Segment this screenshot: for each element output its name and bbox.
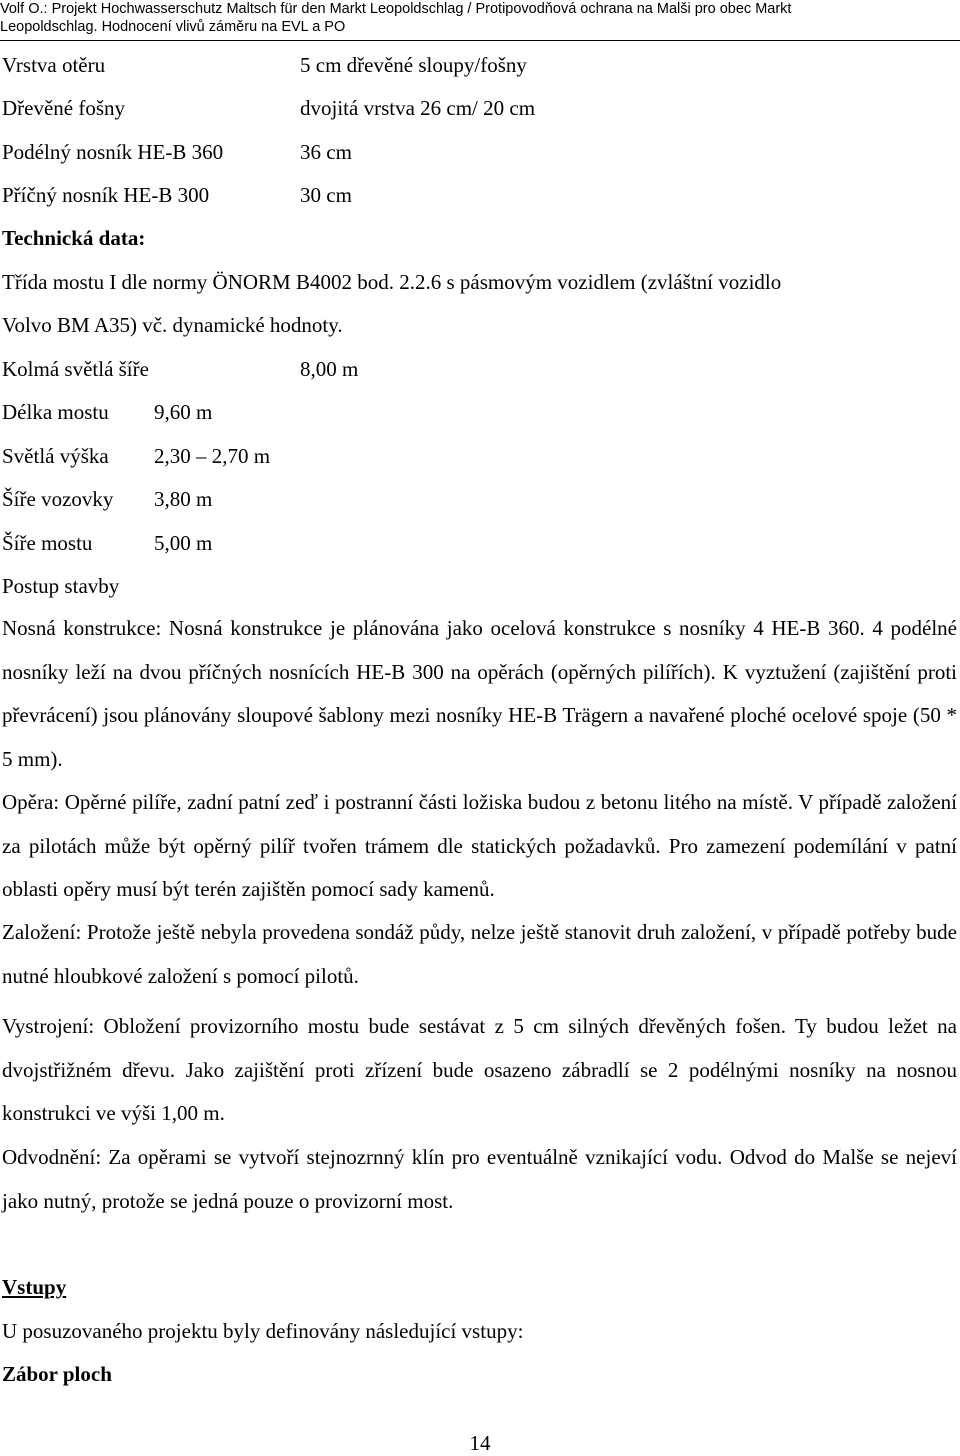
spec-value: 30 cm <box>300 183 352 207</box>
bridge-class-line: Volvo BM A35) vč. dynamické hodnoty. <box>2 313 343 337</box>
page-number: 14 <box>469 1431 491 1455</box>
spec-value: 5 cm dřevěné sloupy/fošny <box>300 53 527 77</box>
dim-label: Šíře mostu <box>2 531 93 555</box>
paragraph-zalozeni: Založení: Protože ještě nebyla provedena sondáž půdy, nelze ještě stanovit druh založení, v případě potřeby bude nutné hloubkové založení s pomocí pilotů. <box>2 920 957 988</box>
dim-value: 2,30 – 2,70 m <box>154 444 271 468</box>
paragraph-vystrojeni: Vystrojení: Obložení provizorního mostu bude sestávat z 5 cm silných dřevěných fošen. Ty budou ležet na dvojstřižném dřevu. Jako zajištění proti zřízení bude osazeno zábradlí se 2 podélnými nosníky na nosnou konstrukci ve výši 1,00 m. <box>2 1014 957 1125</box>
dim-value: 3,80 m <box>154 487 213 511</box>
spec-label: Podélný nosník HE-B 360 <box>2 140 224 164</box>
spec-value: 36 cm <box>300 140 352 164</box>
vstupy-text: U posuzovaného projektu byly definovány následující vstupy: <box>2 1319 524 1343</box>
dim-value: 5,00 m <box>154 531 213 555</box>
section-heading-vstupy: Vstupy <box>2 1275 67 1299</box>
paragraph-opera: Opěra: Opěrné pilíře, zadní patní zeď i postranní části ložiska budou z betonu litého na místě. V případě založení za pilotách může být opěrný pilíř tvořen trámem dle statických požadavků. Pro zamezení podemílání v patní oblasti opěry musí být terén zajištěn pomocí sady kamenů. <box>2 790 957 901</box>
header-line-2: Leopoldschlag. Hodnocení vlivů záměru na EVL a PO <box>0 19 346 35</box>
dim-label: Délka mostu <box>2 400 109 424</box>
postup-heading: Postup stavby <box>2 574 120 598</box>
bridge-class-line: Třída mostu I dle normy ÖNORM B4002 bod. 2.2.6 s pásmovým vozidlem (zvláštní vozidlo <box>2 270 782 294</box>
spec-label: Vrstva otěru <box>2 53 106 77</box>
page-header <box>0 0 960 41</box>
technical-data-heading: Technická data: <box>2 226 146 250</box>
spec-label: Příčný nosník HE-B 300 <box>2 183 210 207</box>
dim-label: Kolmá světlá šíře <box>2 357 149 381</box>
dim-value: 9,60 m <box>154 400 213 424</box>
dim-value: 8,00 m <box>300 357 359 381</box>
spec-label: Dřevěné fošny <box>2 96 126 120</box>
dim-label: Světlá výška <box>2 444 109 468</box>
paragraph-odvodneni: Odvodnění: Za opěrami se vytvoří stejnozrnný klín pro eventuálně vznikající vodu. Odvod do Malše se nejeví jako nutný, protože se jedná pouze o provizorní most. <box>2 1145 957 1213</box>
paragraph-nosna-konstrukce: Nosná konstrukce: Nosná konstrukce je plánována jako ocelová konstrukce s nosníky 4 HE-B 360. 4 podélné nosníky leží na dvou příčných nosnících HE-B 300 na opěrách (opěrných pilířích). K vyztužení (zajištění proti převrácení) jsou plánovány sloupové šablony mezi nosníky HE-B Trägern a navařené ploché ocelové spoje (50 * 5 mm). <box>2 616 957 771</box>
dim-label: Šíře vozovky <box>2 487 114 511</box>
header-line-1: Volf O.: Projekt Hochwasserschutz Maltsch für den Markt Leopoldschlag / Protipovodňová ochrana na Malši pro obec Markt <box>0 1 792 17</box>
spec-value: dvojitá vrstva 26 cm/ 20 cm <box>300 96 536 120</box>
section-heading-zabor: Zábor ploch <box>2 1362 112 1386</box>
